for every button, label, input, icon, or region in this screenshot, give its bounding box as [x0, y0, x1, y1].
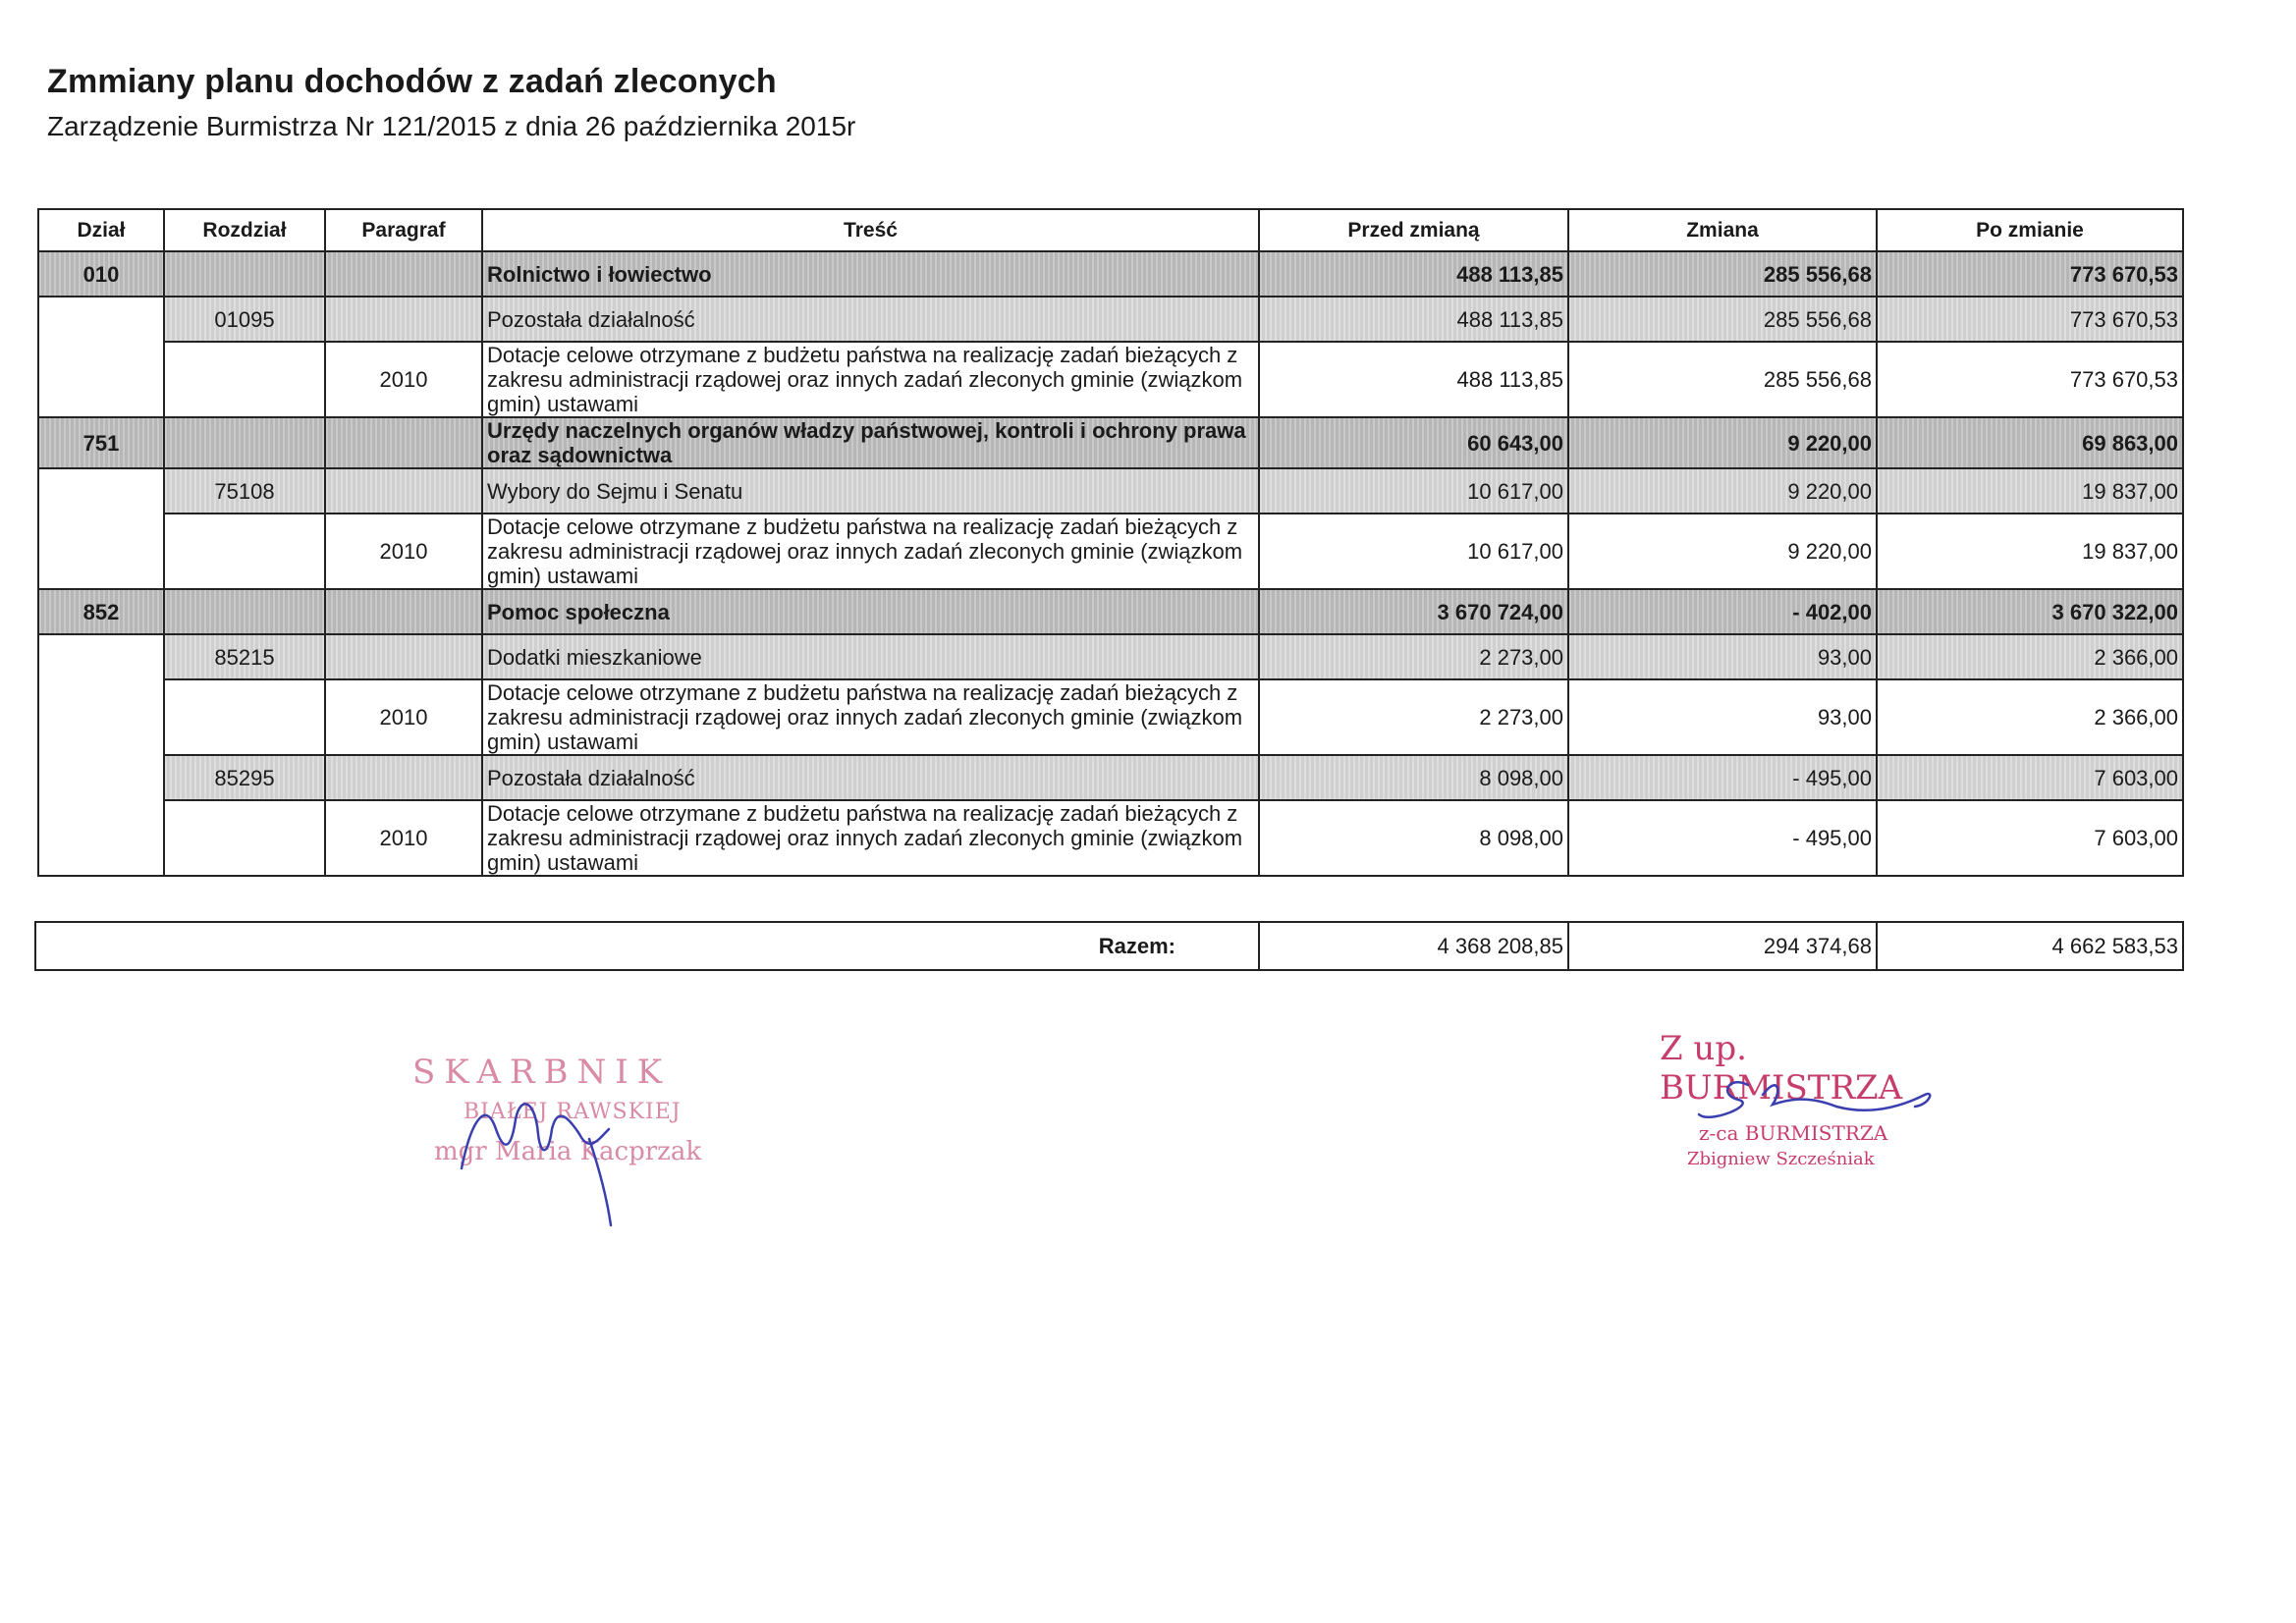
cell-tresc: Urzędy naczelnych organów władzy państwowej, kontroli i ochrony prawa oraz sądownictwa	[482, 417, 1259, 468]
table-row-rozdzial	[38, 468, 2183, 514]
cell-zmiana: 285 556,68	[1568, 251, 1877, 297]
col-header-tresc: Treść	[482, 209, 1259, 251]
cell-po: 69 863,00	[1877, 417, 2183, 468]
cell-zmiana: - 495,00	[1568, 755, 1877, 800]
cell-rozdzial	[164, 417, 325, 468]
cell-paragraf: 2010	[325, 514, 482, 589]
cell-rozdzial	[164, 514, 325, 589]
cell-po: 773 670,53	[1877, 297, 2183, 342]
cell-rozdzial	[164, 589, 325, 634]
cell-paragraf	[325, 468, 482, 514]
cell-rozdzial: 85295	[164, 755, 325, 800]
cell-po: 19 837,00	[1877, 514, 2183, 589]
cell-tresc: Dotacje celowe otrzymane z budżetu państwa na realizację zadań bieżących z zakresu administracji rządowej oraz innych zadań zleconych gminie (związkom gmin) ustawami	[482, 679, 1259, 755]
cell-zmiana: 93,00	[1568, 634, 1877, 679]
cell-rozdzial: 85215	[164, 634, 325, 679]
table-row-dzial	[38, 251, 2183, 297]
cell-dzial: 010	[38, 251, 164, 297]
cell-rozdzial	[164, 679, 325, 755]
col-header-zmiana: Zmiana	[1568, 209, 1877, 251]
col-header-przed: Przed zmianą	[1259, 209, 1568, 251]
cell-po: 2 366,00	[1877, 679, 2183, 755]
table-row-paragraf	[38, 514, 2183, 589]
cell-przed: 488 113,85	[1259, 297, 1568, 342]
cell-rozdzial	[164, 342, 325, 417]
mayor-signature	[1689, 1065, 1944, 1134]
cell-tresc: Wybory do Sejmu i Senatu	[482, 468, 1259, 514]
col-header-rozdzial: Rozdział	[164, 209, 325, 251]
cell-zmiana: - 402,00	[1568, 589, 1877, 634]
col-header-paragraf: Paragraf	[325, 209, 482, 251]
cell-przed: 488 113,85	[1259, 251, 1568, 297]
col-header-dzial: Dział	[38, 209, 164, 251]
cell-przed: 8 098,00	[1259, 755, 1568, 800]
cell-zmiana: 285 556,68	[1568, 342, 1877, 417]
cell-po: 773 670,53	[1877, 342, 2183, 417]
cell-zmiana: - 495,00	[1568, 800, 1877, 876]
cell-paragraf	[325, 589, 482, 634]
cell-zmiana: 9 220,00	[1568, 468, 1877, 514]
cell-paragraf	[325, 755, 482, 800]
cell-paragraf: 2010	[325, 800, 482, 876]
cell-dzial	[38, 297, 164, 417]
totals-po: 4 662 583,53	[1877, 922, 2183, 970]
cell-paragraf	[325, 634, 482, 679]
totals-table	[34, 921, 2184, 971]
cell-tresc: Dotacje celowe otrzymane z budżetu państwa na realizację zadań bieżących z zakresu administracji rządowej oraz innych zadań zleconych gminie (związkom gmin) ustawami	[482, 514, 1259, 589]
cell-przed: 10 617,00	[1259, 468, 1568, 514]
cell-przed: 60 643,00	[1259, 417, 1568, 468]
table-header-row	[38, 209, 2183, 251]
cell-dzial: 751	[38, 417, 164, 468]
cell-paragraf	[325, 417, 482, 468]
cell-przed: 8 098,00	[1259, 800, 1568, 876]
cell-zmiana: 93,00	[1568, 679, 1877, 755]
totals-row	[35, 922, 2183, 970]
cell-po: 7 603,00	[1877, 800, 2183, 876]
cell-dzial	[38, 634, 164, 876]
stamp-name: Zbigniew Szcześniak	[1687, 1149, 1875, 1169]
cell-dzial: 852	[38, 589, 164, 634]
cell-po: 3 670 322,00	[1877, 589, 2183, 634]
cell-tresc: Dodatki mieszkaniowe	[482, 634, 1259, 679]
table-row-paragraf	[38, 800, 2183, 876]
cell-tresc: Dotacje celowe otrzymane z budżetu państwa na realizację zadań bieżących z zakresu administracji rządowej oraz innych zadań zleconych gminie (związkom gmin) ustawami	[482, 800, 1259, 876]
cell-przed: 488 113,85	[1259, 342, 1568, 417]
cell-zmiana: 9 220,00	[1568, 514, 1877, 589]
table-row-paragraf	[38, 342, 2183, 417]
cell-przed: 10 617,00	[1259, 514, 1568, 589]
cell-paragraf	[325, 251, 482, 297]
totals-zmiana: 294 374,68	[1568, 922, 1877, 970]
page-subtitle: Zarządzenie Burmistrza Nr 121/2015 z dnia 26 października 2015r	[47, 111, 856, 141]
table-row-dzial	[38, 417, 2183, 468]
cell-paragraf	[325, 297, 482, 342]
stamp-role: z-ca BURMISTRZA	[1699, 1121, 1888, 1145]
budget-table	[37, 208, 2184, 877]
table-row-paragraf	[38, 679, 2183, 755]
stamp-title: SKARBNIK	[412, 1053, 672, 1092]
table-row-rozdzial	[38, 634, 2183, 679]
cell-przed: 2 273,00	[1259, 634, 1568, 679]
cell-rozdzial: 75108	[164, 468, 325, 514]
cell-dzial	[38, 468, 164, 589]
col-header-po: Po zmianie	[1877, 209, 2183, 251]
totals-przed: 4 368 208,85	[1259, 922, 1568, 970]
table-row-rozdzial	[38, 297, 2183, 342]
cell-tresc: Dotacje celowe otrzymane z budżetu państwa na realizację zadań bieżących z zakresu administracji rządowej oraz innych zadań zleconych gminie (związkom gmin) ustawami	[482, 342, 1259, 417]
stamp-name: mgr Maria Kacprzak	[434, 1137, 702, 1166]
stamp-office: BIAŁEJ RAWSKIEJ	[464, 1100, 682, 1124]
cell-rozdzial	[164, 251, 325, 297]
cell-po: 19 837,00	[1877, 468, 2183, 514]
stamp-authorization: Z up. BURMISTRZA	[1660, 1029, 1903, 1108]
page-title: Zmmiany planu dochodów z zadań zleconych	[47, 63, 777, 100]
table-row-rozdzial	[38, 755, 2183, 800]
cell-rozdzial	[164, 800, 325, 876]
cell-przed: 3 670 724,00	[1259, 589, 1568, 634]
totals-label: Razem:	[35, 922, 1259, 970]
treasurer-signature	[442, 1060, 638, 1227]
cell-zmiana: 285 556,68	[1568, 297, 1877, 342]
cell-przed: 2 273,00	[1259, 679, 1568, 755]
cell-zmiana: 9 220,00	[1568, 417, 1877, 468]
cell-po: 2 366,00	[1877, 634, 2183, 679]
cell-rozdzial: 01095	[164, 297, 325, 342]
table-row-dzial	[38, 589, 2183, 634]
cell-tresc: Rolnictwo i łowiectwo	[482, 251, 1259, 297]
cell-tresc: Pomoc społeczna	[482, 589, 1259, 634]
cell-tresc: Pozostała działalność	[482, 755, 1259, 800]
cell-paragraf: 2010	[325, 342, 482, 417]
cell-po: 773 670,53	[1877, 251, 2183, 297]
cell-paragraf: 2010	[325, 679, 482, 755]
cell-tresc: Pozostała działalność	[482, 297, 1259, 342]
cell-po: 7 603,00	[1877, 755, 2183, 800]
